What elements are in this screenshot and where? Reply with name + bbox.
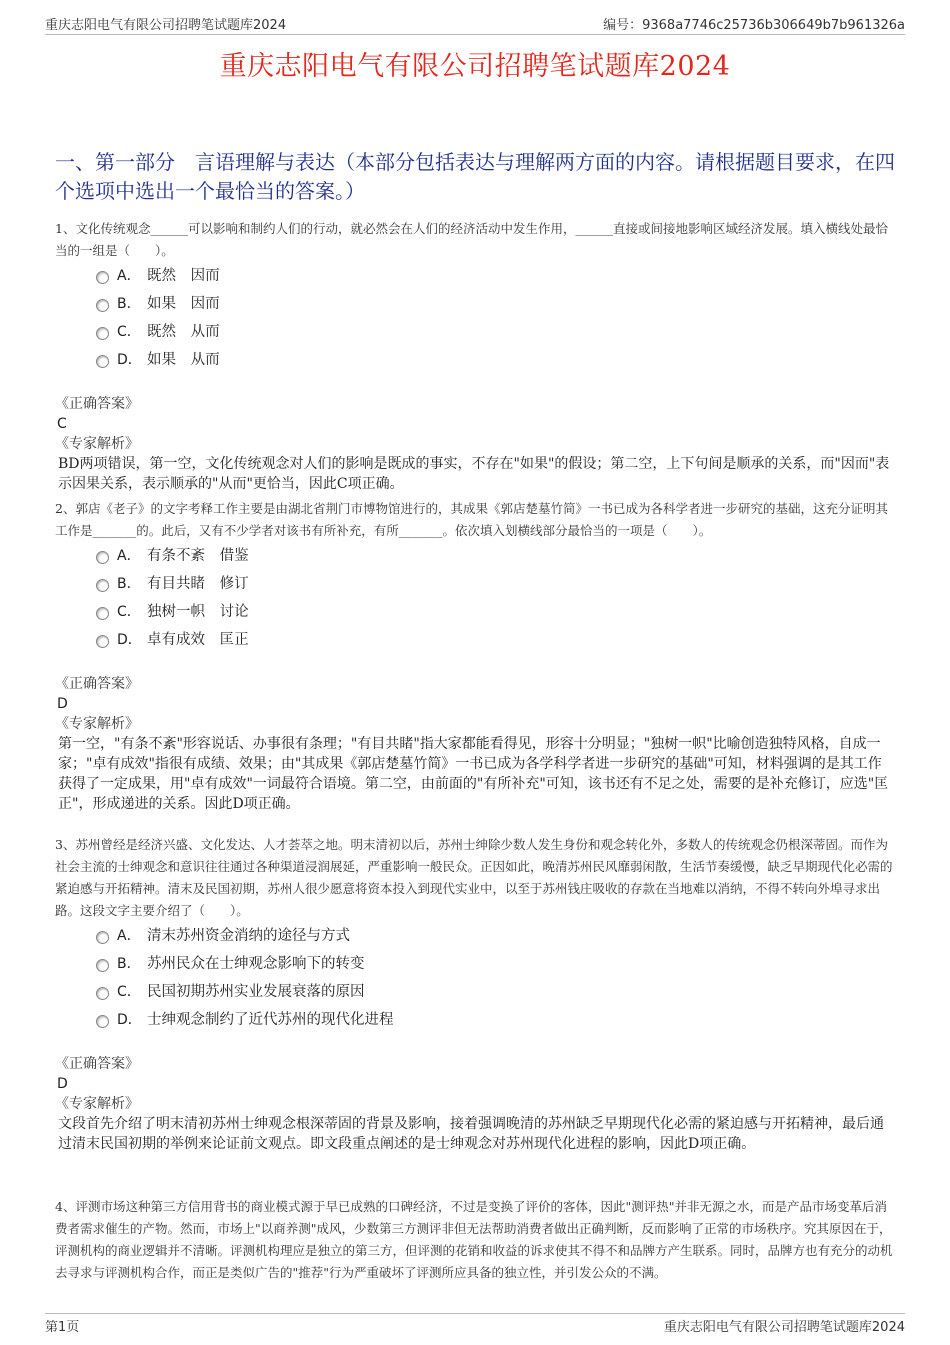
option-text: 既然 因而 [147, 268, 220, 284]
option-letter: D． [117, 632, 142, 648]
answer-block [55, 394, 895, 494]
analysis-label: 《专家解析》 [55, 716, 139, 732]
answer-label: 《正确答案》 [55, 676, 139, 692]
option-a[interactable] [55, 262, 895, 290]
radio-button[interactable] [96, 635, 109, 648]
option-text: 苏州民众在士绅观念影响下的转变 [147, 956, 365, 972]
option-letter: C． [117, 324, 141, 340]
answer-value: C [57, 416, 67, 432]
page-footer [45, 1313, 905, 1336]
answer-value: D [57, 696, 68, 712]
radio-button[interactable] [96, 1015, 109, 1028]
radio-button[interactable] [96, 551, 109, 564]
option-d[interactable] [55, 1006, 895, 1034]
section-title: 一、第一部分 言语理解与表达（本部分包括表达与理解两方面的内容。请根据题目要求，在四个选项中选出一个最恰当的答案。） [55, 150, 895, 203]
option-b[interactable] [55, 950, 895, 978]
option-text: 有条不紊 借鉴 [147, 548, 249, 564]
radio-button[interactable] [96, 299, 109, 312]
analysis-label: 《专家解析》 [55, 436, 139, 452]
option-letter: D． [117, 1012, 142, 1028]
question-text: 4、评测市场这种第三方信用背书的商业模式源于早已成熟的口碑经济，不过是变换了评价的客体，因此"测评热"并非无源之水，而是产品市场变革后消费者需求催生的产物。然而，市场上"以商养测"成风，少数第三方测评非但无法帮助消费者做出正确判断，反而影响了正常的市场秩序。究其原因在于，评测机构的商业逻辑并不清晰。评测机构理应是独立的第三方，但评测的花销和收益的诉求使其不得不和品牌方产生联系。同时，品牌方也有充分的动机去寻求与评测机构合作，而正是类似广告的"推荐"行为严重破坏了评测所应具备的独立性，并引发公众的不满。 [55, 1199, 893, 1280]
question-2 [55, 498, 895, 814]
options-list [55, 262, 895, 374]
question-text: 3、苏州曾经是经济兴盛、文化发达、人才荟萃之地。明末清初以后，苏州士绅除少数人发生身份和观念转化外，多数人的传统观念仍根深蒂固。而作为社会主流的士绅观念和意识往往通过各种渠道浸润展延，严重影响一般民众。正因如此，晚清苏州民风靡弱闲散，生活节奏缓慢，缺乏早期现代化必需的紧迫感与开拓精神。清末及民国初期，苏州人很少愿意将资本投入到现代实业中，以至于苏州钱庄吸收的存款在当地难以消纳，不得不转向外埠寻求出路。这段文字主要介绍了（ ）。 [55, 837, 893, 918]
option-text: 既然 从而 [147, 324, 220, 340]
option-letter: B． [117, 576, 141, 592]
option-a[interactable] [55, 542, 895, 570]
option-text: 民国初期苏州实业发展衰落的原因 [147, 984, 365, 1000]
option-letter: D． [117, 352, 142, 368]
header-doc-id: 编号：9368a7746c25736b306649b7b961326a [603, 18, 905, 33]
page-number: 第1页 [45, 1320, 80, 1335]
radio-button[interactable] [96, 931, 109, 944]
option-text: 独树一帜 讨论 [147, 604, 249, 620]
answer-block [55, 1054, 895, 1154]
option-c[interactable] [55, 318, 895, 346]
options-list [55, 922, 895, 1034]
analysis-label: 《专家解析》 [55, 1096, 139, 1112]
radio-button[interactable] [96, 579, 109, 592]
option-letter: B． [117, 956, 141, 972]
analysis-text: 文段首先介绍了明末清初苏州士绅观念根深蒂固的背景及影响，接着强调晚清的苏州缺乏早期现代化必需的紧迫感与开拓精神，最后通过清末民国初期的举例来论证前文观点。即文段重点阐述的是士绅观念对苏州现代化进程的影响，因此D项正确。 [58, 1116, 884, 1152]
options-list [55, 542, 895, 654]
page-title: 重庆志阳电气有限公司招聘笔试题库2024 [219, 51, 731, 82]
radio-button[interactable] [96, 327, 109, 340]
page-header [45, 12, 905, 35]
option-text: 如果 因而 [147, 296, 220, 312]
option-text: 士绅观念制约了近代苏州的现代化进程 [147, 1012, 394, 1028]
question-1 [55, 218, 895, 494]
option-c[interactable] [55, 598, 895, 626]
answer-label: 《正确答案》 [55, 396, 139, 412]
question-4 [55, 1196, 895, 1284]
answer-value: D [57, 1076, 68, 1092]
option-letter: B． [117, 296, 141, 312]
radio-button[interactable] [96, 607, 109, 620]
question-text: 2、郭店《老子》的文字考释工作主要是由湖北省荆门市博物馆进行的，其成果《郭店楚墓竹简》一书已成为各科学者进一步研究的基础，这充分证明其工作是_______的。此后，又有不少学者对该书有所补充，有所_______。依次填入划横线部分最恰当的一项是（ ）。 [55, 501, 888, 538]
answer-block [55, 674, 895, 814]
header-doc-title: 重庆志阳电气有限公司招聘笔试题库2024 [45, 18, 287, 33]
analysis-text: BD两项错误，第一空，文化传统观念对人们的影响是既成的事实，不存在"如果"的假设；第二空，上下句间是顺承的关系，而"因而"表示因果关系，表示顺承的"从而"更恰当，因此C项正确。 [58, 456, 890, 492]
analysis-text: 第一空，"有条不紊"形容说话、办事很有条理；"有目共睹"指大家都能看得见，形容十分明显；"独树一帜"比喻创造独特风格，自成一家；"卓有成效"指很有成绩、效果；由"其成果《郭店楚墓竹简》一书已成为各学科学者进一步研究的基础"可知，材料强调的是其工作获得了一定成果，用"卓有成效"一词最符合语境。第二空，由前面的"有所补充"可知，该书还有不足之处，需要的是补充修订，应选"匡正"，形成递进的关系。因此D项正确。 [58, 736, 889, 812]
option-b[interactable] [55, 290, 895, 318]
option-letter: C． [117, 604, 141, 620]
answer-label: 《正确答案》 [55, 1056, 139, 1072]
radio-button[interactable] [96, 959, 109, 972]
footer-doc-title: 重庆志阳电气有限公司招聘笔试题库2024 [663, 1320, 905, 1335]
radio-button[interactable] [96, 987, 109, 1000]
option-a[interactable] [55, 922, 895, 950]
option-letter: A． [117, 548, 141, 564]
option-text: 有目共睹 修订 [147, 576, 249, 592]
option-text: 清末苏州资金消纳的途径与方式 [147, 928, 350, 944]
question-3 [55, 834, 895, 1154]
option-letter: C． [117, 984, 141, 1000]
option-c[interactable] [55, 978, 895, 1006]
option-b[interactable] [55, 570, 895, 598]
option-text: 卓有成效 匡正 [147, 632, 249, 648]
option-d[interactable] [55, 626, 895, 654]
question-text: 1、文化传统观念______可以影响和制约人们的行动，就必然会在人们的经济活动中发生作用，______直接或间接地影响区域经济发展。填入横线处最恰当的一组是（ ）。 [55, 221, 888, 258]
radio-button[interactable] [96, 355, 109, 368]
option-d[interactable] [55, 346, 895, 374]
radio-button[interactable] [96, 271, 109, 284]
option-text: 如果 从而 [147, 352, 220, 368]
option-letter: A． [117, 268, 141, 284]
option-letter: A． [117, 928, 141, 944]
